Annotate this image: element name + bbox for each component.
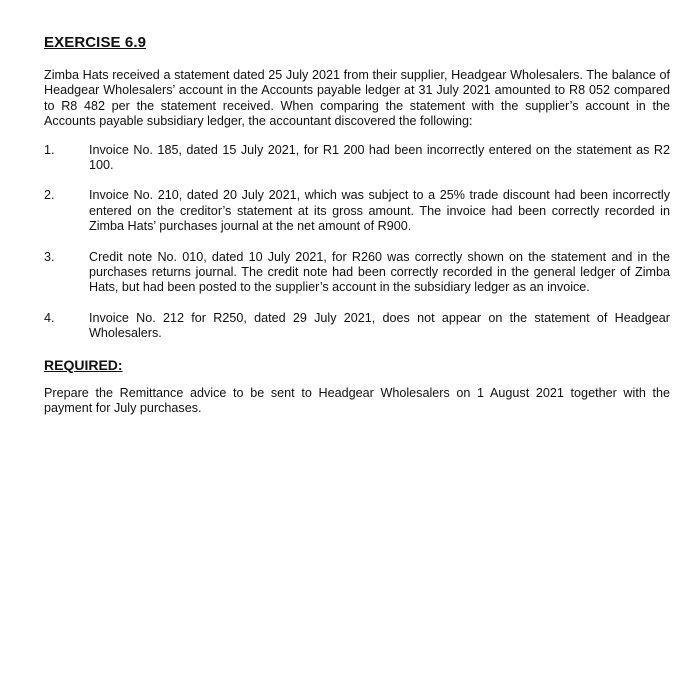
exercise-title: EXERCISE 6.9 <box>44 34 147 51</box>
list-item-number: 4. <box>44 310 55 325</box>
document-page <box>44 34 670 417</box>
list-item-number: 1. <box>44 142 55 157</box>
discrepancy-list <box>44 143 670 342</box>
list-item-text: Invoice No. 185, dated 15 July 2021, for R1 200 had been incorrectly entered on the statement as R2 100. <box>89 142 670 173</box>
list-item <box>44 188 670 234</box>
required-heading: REQUIRED: <box>44 356 123 373</box>
list-item-number: 2. <box>44 188 55 203</box>
list-item <box>44 250 670 296</box>
list-item-text: Invoice No. 210, dated 20 July 2021, which was subject to a 25% trade discount had been incorrectly entered on the creditor’s statement at its gross amount. The invoice had been correctly recorded in Zimba Hats’ purchases journal at the net amount of R900. <box>89 188 670 234</box>
list-item <box>44 311 670 342</box>
list-item-text: Credit note No. 010, dated 10 July 2021, for R260 was correctly shown on the statement and in the purchases returns journal. The credit note had been correctly recorded in the general ledger of Zimba Hats, but had been posted to the supplier’s account in the subsidiary ledger as an invoice. <box>89 249 670 295</box>
intro-paragraph: Zimba Hats received a statement dated 25 July 2021 from their supplier, Headgear Wholesalers. The balance of Headgear Wholesalers’ account in the Accounts payable ledger at 31 July 2021 amounted to R8 052 compared to R8 482 per the statement received. When comparing the statement with the supplier’s account in the Accounts payable subsidiary ledger, the accountant discovered the following: <box>44 68 670 129</box>
required-instructions: Prepare the Remittance advice to be sent to Headgear Wholesalers on 1 August 2021 together with the payment for July purchases. <box>44 385 670 416</box>
list-item <box>44 143 670 174</box>
list-item-text: Invoice No. 212 for R250, dated 29 July 2021, does not appear on the statement of Headgear Wholesalers. <box>89 310 670 341</box>
list-item-number: 3. <box>44 249 55 264</box>
